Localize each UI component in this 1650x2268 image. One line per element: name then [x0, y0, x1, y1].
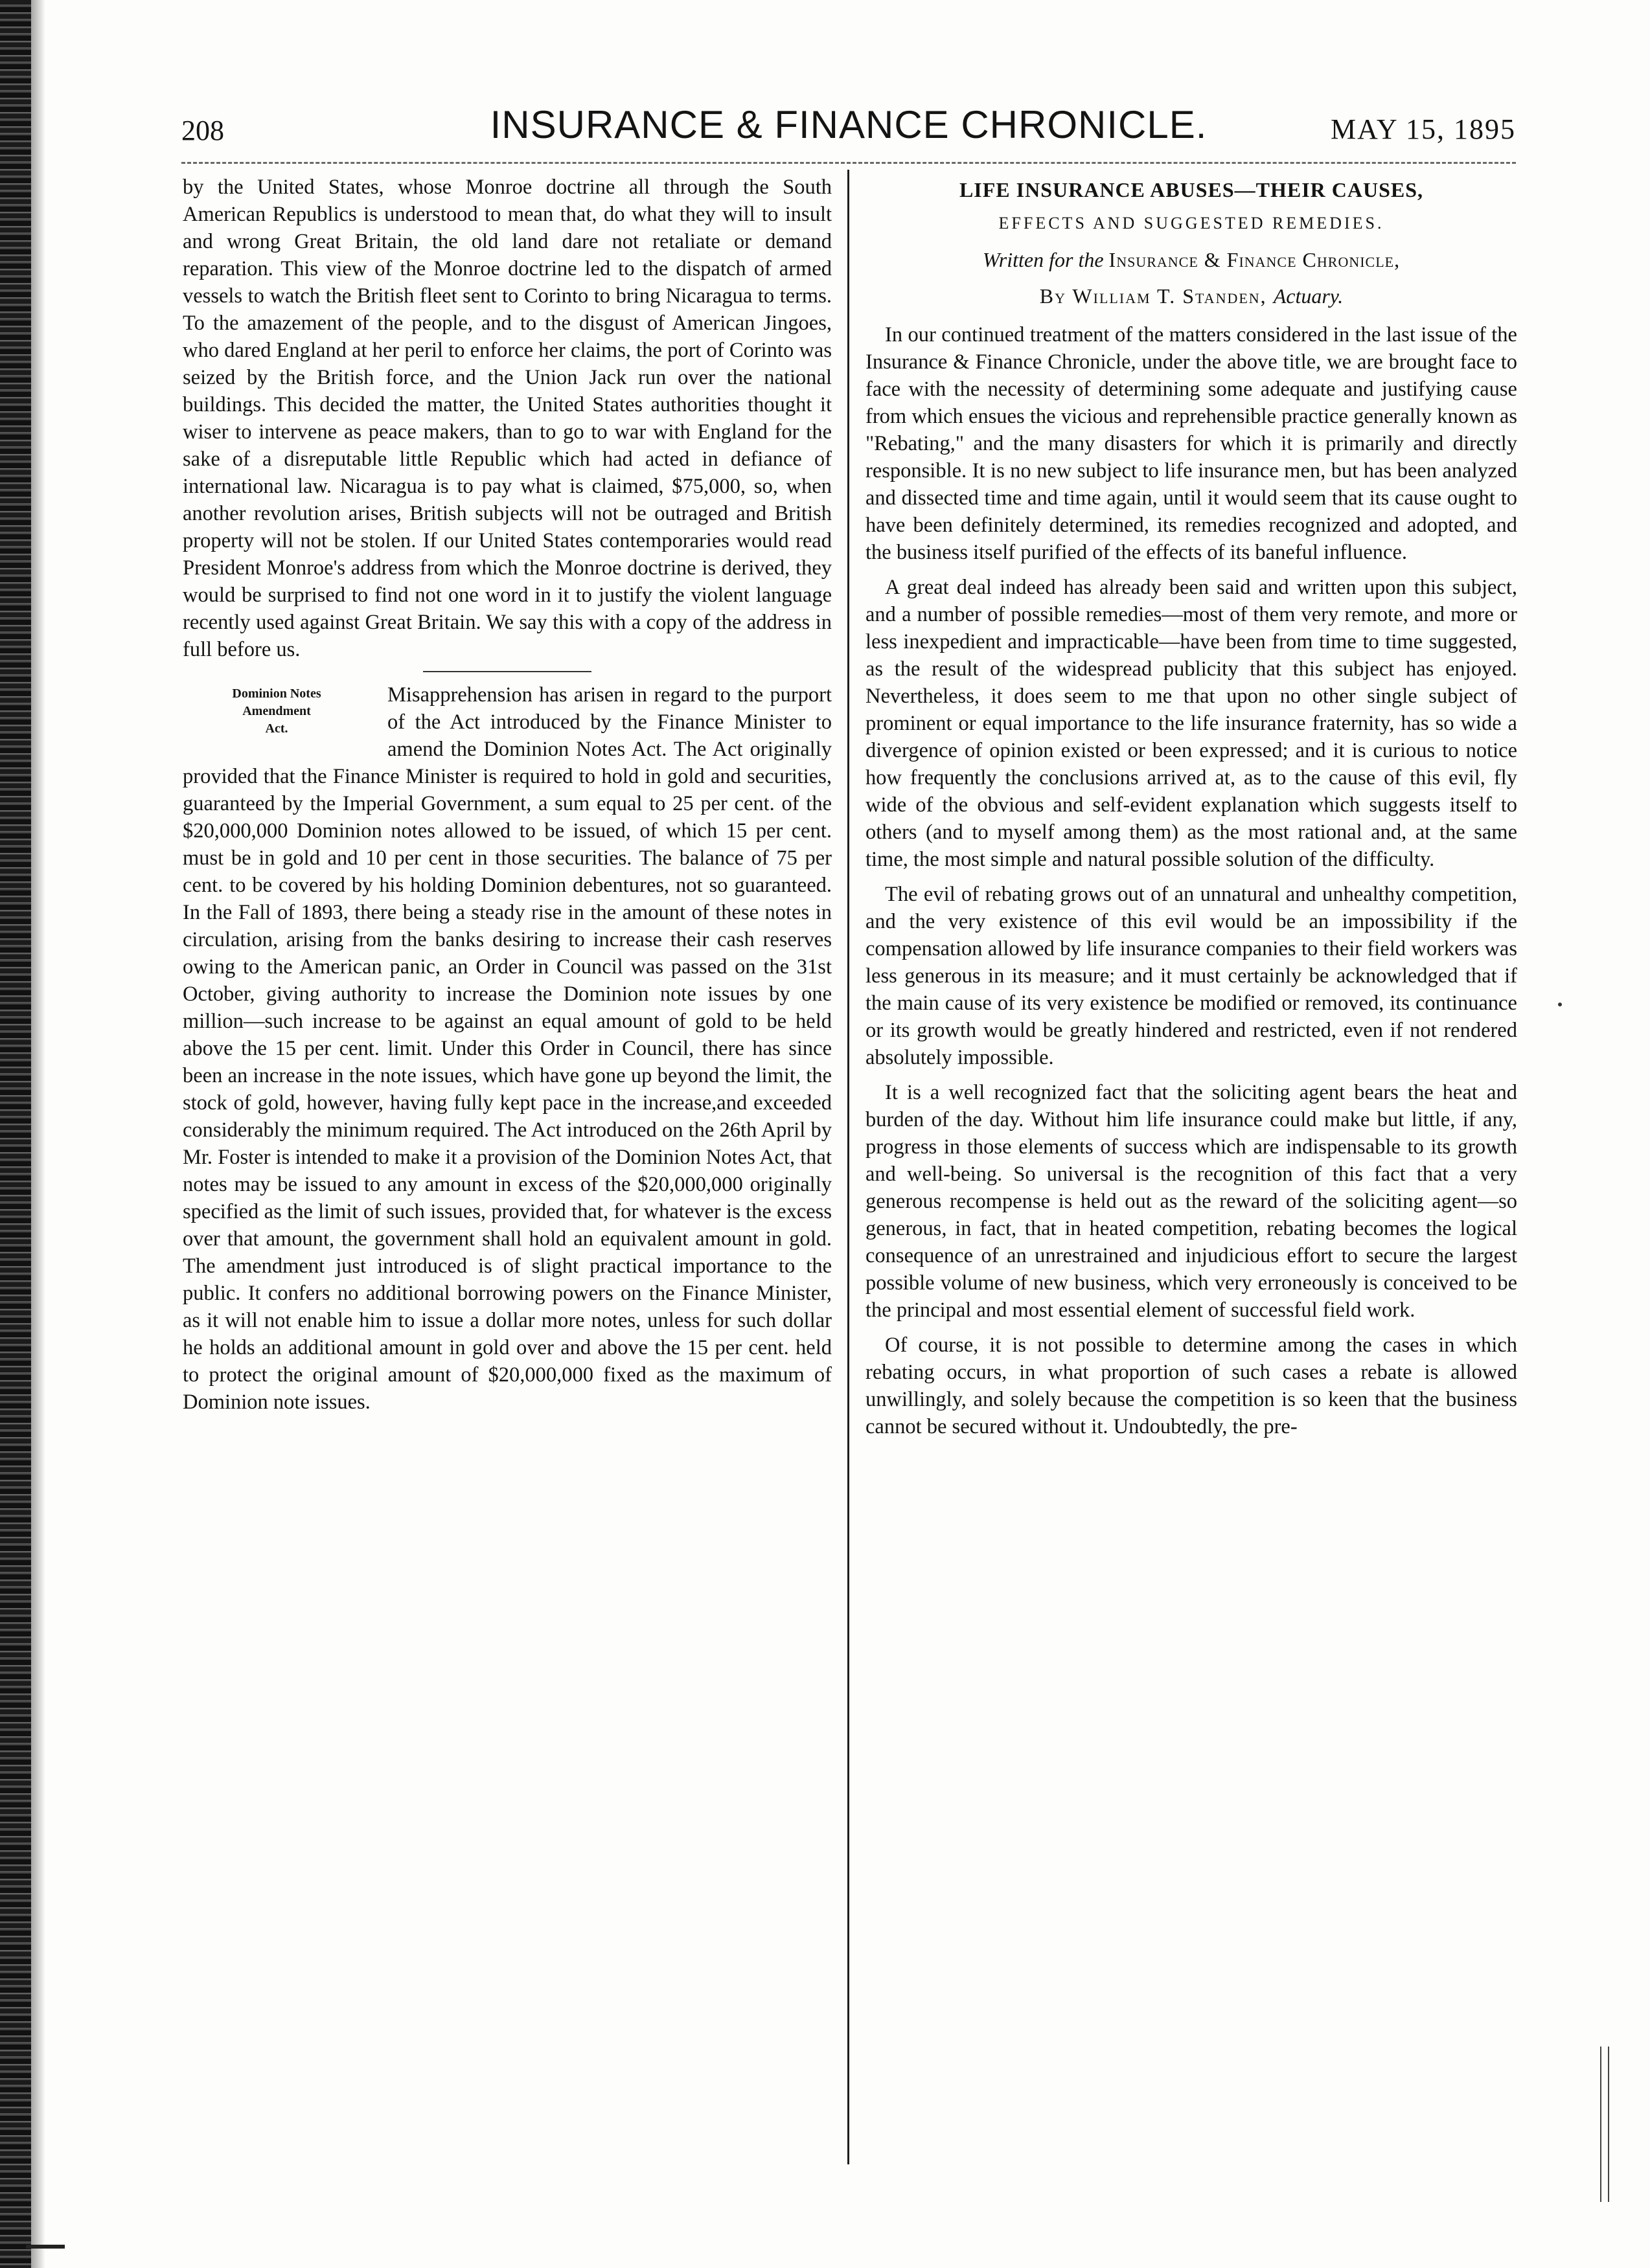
scan-edge-mark — [1600, 2047, 1609, 2202]
dominion-notes-paragraph: Misapprehension has arisen in regard to the purport of the Act introduced by the Finance Minister to amend the Dominion Notes Act. The Act originally provided that the Finance Minister is required to hold in gold and securities, guaranteed by the Imperial Government, a sum equal to 25 per cent. of the $20,000,000 Dominion notes allowed to be issued, of which 15 per cent. must be in gold and 10 per cent in those securities. The balance of 75 per cent. to be covered by his holding Dominion debentures, not so guaranteed. In the Fall of 1893, there being a steady rise in the amount of these notes in circulation, arising from the banks desiring to increase their cash reserves owing to the American panic, an Order in Council was passed on the 31st October, giving authority to increase the Dominion note issues by one million—such increase to be against an equal amount of gold to be held above the 15 per cent. limit. Under this Order in Council, there has since been an increase in the note issues, which have gone up beyond the limit, the stock of gold, however, having fully kept pace in the increase,and exceeded considerably the minimum required. The Act introduced on the 26th April by Mr. Foster is intended to make it a provision of the Dominion Notes Act, that notes may be issued to any amount in excess of the $20,000,000 originally specified as the limit of such issues, provided that, for whatever is the excess over that amount, the government shall hold an equivalent amount in gold. The amendment just introduced is of slight practical importance to the public. It confers no additional borrowing powers on the Finance Minister, as it will not enable him to issue a dollar more notes, unless for such dollar he holds an additional amount in gold over and above the 15 per cent. held to protect the original amount of $20,000,000 fixed as the maximum of Dominion note issues. — [183, 683, 832, 1414]
article-byline — [865, 282, 1517, 310]
article-written-for — [865, 246, 1517, 273]
page-header — [181, 102, 1516, 161]
article-paragraph: Of course, it is not possible to determine among the cases in which rebating occurs, in what proportion of such cases a rebate is allowed unwillingly, and solely because the competition is so keen that the business cannot be secured without it. Undoubtedly, the pre- — [865, 1333, 1517, 1438]
column-divider — [847, 170, 849, 2164]
article-subtitle: EFFECTS AND SUGGESTED REMEDIES. — [998, 214, 1384, 232]
article-paragraph: A great deal indeed has already been said and written upon this subject, and a number of possible remedies—most of them very remote, and more or less inexpedient and impracticable—have been from time to time suggested, as the result of the widespread publicity that this subject has enjoyed. Nevertheless, it does seem to me that upon no other single subject of prominent or equal importance to the life insurance fraternity, has so wide a divergence of opinion existed or been expressed; and it is curious to notice how frequently the conclusions arrived at, as to the cause of this evil, fly wide of the obvious and self-evident explanation which suggests itself to others (and to myself among them) as the most rational and, at the same time, the most simple and natural possible solution of the difficulty. — [865, 576, 1517, 871]
byline-role: Actuary. — [1273, 284, 1344, 308]
dominion-notes-section — [183, 681, 832, 1416]
monroe-doctrine-paragraph: by the United States, whose Monroe doctrine all through the South American Republics is understood to mean that, do what they will to insult and wrong Great Britain, the old land dare not retaliate or demand reparation. This view of the Monroe doctrine led to the dispatch of armed vessels to watch the British fleet sent to Corinto to bring Nicaragua to terms. To the amazement of the people, and to the disgust of American Jingoes, who dared England at her peril to enforce her claims, the port of Corinto was seized by the British force, and the Union Jack run over the national buildings. This decided the matter, the United States authorities thought it wiser to intervene as peace makers, than to go to war with England for the sake of a disreputable little Republic which had acted in defiance of international law. Nicaragua is to pay what is claimed, $75,000, so, when another revolution arises, British subjects will not be outraged and British property will not be stolen. If our United States contemporaries would read President Monroe's address from which the Monroe doctrine is derived, they would be surprised to find not one word in it to justify the violent language recently used against Great Britain. We say this with a copy of the address in full before us. — [183, 176, 832, 661]
article-title: LIFE INSURANCE ABUSES—THEIR CAUSES, — [959, 178, 1424, 201]
byline-name: By William T. Standen, — [1039, 284, 1267, 308]
side-heading-line: Act. — [265, 721, 288, 736]
journal-title: INSURANCE & FINANCE CHRONICLE. — [490, 103, 1208, 146]
right-column — [865, 174, 1517, 2168]
scan-corner-mark — [26, 2245, 65, 2249]
side-heading-line: Dominion Notes — [232, 686, 321, 701]
side-heading — [183, 681, 371, 738]
article-paragraph: It is a well recognized fact that the soliciting agent bears the heat and burden of the day. Without him life insurance could make but little, if any, progress in those elements of success which are indispensable to its growth and well-being. So universal is the recognition of this fact that a very generous recompense is held out as the reward of the soliciting agent—so generous, in fact, that in heated competition, rebating becomes the logical consequence of an unrestrained and injudicious effort to secure the largest possible volume of new business, which very erroneously is conceived to be the principal and most essential element of successful field work. — [865, 1081, 1517, 1322]
left-column — [183, 174, 832, 2168]
written-for-prefix: Written for the — [982, 248, 1104, 271]
written-for-publication: Insurance & Finance Chronicle, — [1108, 248, 1401, 271]
scan-speck — [1558, 1003, 1562, 1006]
side-heading-line: Amendment — [242, 704, 311, 718]
article-paragraph: In our continued treatment of the matters considered in the last issue of the Insurance & Finance Chronicle, under the above title, we are brought face to face with the necessity of determining some adequate and justifying cause from which ensues the vicious and reprehensible practice generally known as "Rebating," and the many disasters for which it is primarily and directly responsible. It is no new subject to life insurance men, but has been analyzed and dissected time and time again, until it would seem that its cause ought to have been definitely determined, its remedies recognized and adopted, and the business itself purified of the effects of its baneful influence. — [865, 323, 1517, 564]
section-divider — [423, 671, 591, 672]
issue-date: MAY 15, 1895 — [1330, 113, 1516, 145]
binding-edge — [0, 0, 31, 2268]
header-rule — [181, 162, 1516, 164]
article-paragraph: The evil of rebating grows out of an unnatural and unhealthy competition, and the very existence of this evil would be an impossibility if the compensation allowed by life insurance companies to their field workers was less generous in its measure; and it must certainly be acknowledged that if the main cause of its very existence be modified or removed, its continuance or its growth would be greatly hindered and restricted, even if not rendered absolutely impossible. — [865, 883, 1517, 1069]
page-number: 208 — [181, 115, 224, 146]
